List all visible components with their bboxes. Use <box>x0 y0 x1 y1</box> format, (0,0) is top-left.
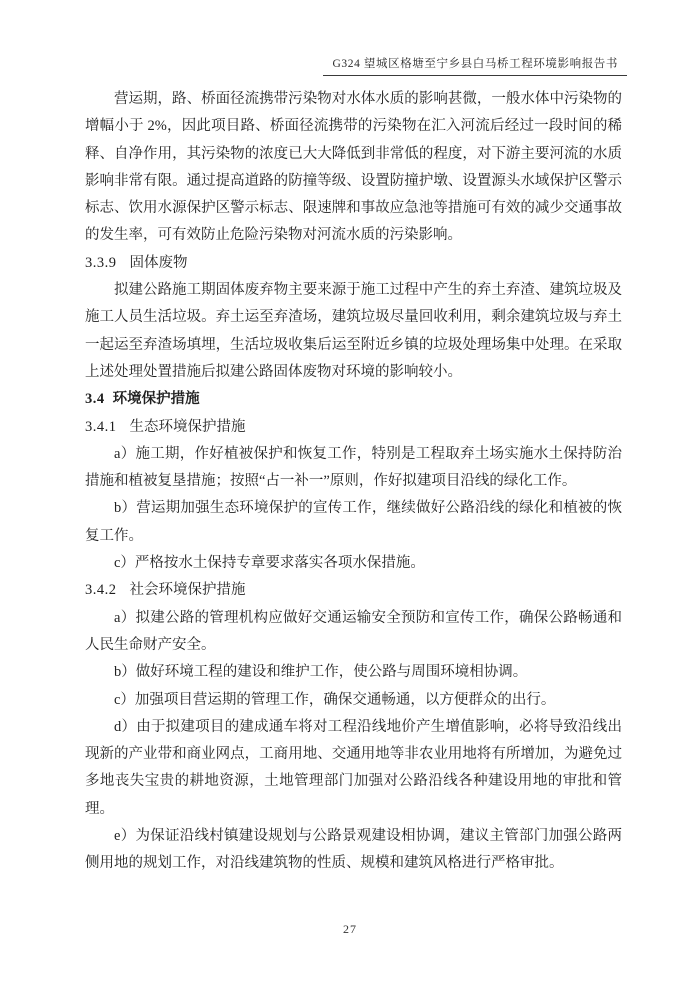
heading-number: 3.4 <box>85 391 105 408</box>
paragraph-solid-waste: 拟建公路施工期固体废弃物主要来源于施工过程中产生的弃土弃渣、建筑垃圾及施工人员生活垃圾。弃土运至弃渣场，建筑垃圾尽量回收利用，剩余建筑垃圾与弃土一起运至弃渣场填埋，生活垃圾收集后运至附近乡镇的垃圾处理场集中处理。在采取上述处理处置措施后拟建公路固体废物对环境的影响较小。 <box>85 282 622 380</box>
eco-measure-item-a: a）施工期，作好植被保护和恢复工作，特别是工程取弃土场实施水土保持防治措施和植被复垦措施；按照“占一补一”原则，作好拟建项目沿线的绿化工作。 <box>85 445 622 490</box>
social-measure-item-c: c）加强项目营运期的管理工作，确保交通畅通，以方便群众的出行。 <box>114 691 556 708</box>
heading-title: 生态环境保护措施 <box>129 418 246 435</box>
social-measure-item-a: a）拟建公路的管理机构应做好交通运输安全预防和宣传工作，确保公路畅通和人民生命财产安全。 <box>85 609 622 653</box>
heading-3-3-9 <box>85 250 622 277</box>
social-measure-item-d: d）由于拟建项目的建成通车将对工程沿线地价产生增值影响，必将导致沿线出现新的产业带和商业网点，工商用地、交通用地等非农业用地将有所增加，为避免过多地丧失宝贵的耕地资源，土地管理部门加强对公路沿线各种建设用地的审批和管理。 <box>85 718 622 817</box>
eco-measure-item-c: c）严格按水土保持专章要求落实各项水保措施。 <box>114 555 425 572</box>
social-measure-item-b: b）做好环境工程的建设和维护工作，使公路与周围环境相协调。 <box>114 664 528 681</box>
heading-3-4-2 <box>85 577 622 604</box>
report-title-header: G324 望城区格塘至宁乡县白马桥工程环境影响报告书 <box>323 55 627 76</box>
heading-3-4-1 <box>85 414 622 441</box>
heading-title: 环境保护措施 <box>112 391 200 408</box>
running-header <box>85 54 627 76</box>
heading-number: 3.3.9 <box>85 254 117 271</box>
heading-3-4 <box>85 386 622 413</box>
social-measure-item-e: e）为保证沿线村镇建设规划与公路景观建设相协调，建议主管部门加强公路两侧用地的规划工作，对沿线建筑物的性质、规模和建筑风格进行严格审批。 <box>85 828 622 872</box>
eco-measure-item-b: b）营运期加强生态环境保护的宣传工作，继续做好公路沿线的绿化和植被的恢复工作。 <box>85 500 622 544</box>
heading-title: 社会环境保护措施 <box>129 582 246 599</box>
document-body <box>85 86 622 878</box>
heading-number: 3.4.2 <box>85 582 117 599</box>
paragraph-runoff-impact: 营运期，路、桥面径流携带污染物对水体水质的影响甚微，一般水体中污染物的增幅小于 2%，因此项目路、桥面径流携带的污染物在汇入河流后经过一段时间的稀释、自净作用，其污染物的浓度已大大降低到非常低的程度，对下游主要河流的水质影响非常有限。通过提高道路的防撞等级、设置防撞护墩、设置源头水域保护区警示标志、饮用水源保护区警示标志、限速牌和事故应急池等措施可有效的减少交通事故的发生率，可有效防止危险污染物对河流水质的污染影响。 <box>85 91 622 244</box>
heading-title: 固体废物 <box>129 254 188 271</box>
page-footer <box>0 922 700 937</box>
heading-number: 3.4.1 <box>85 418 117 435</box>
page-number: 27 <box>343 922 357 936</box>
